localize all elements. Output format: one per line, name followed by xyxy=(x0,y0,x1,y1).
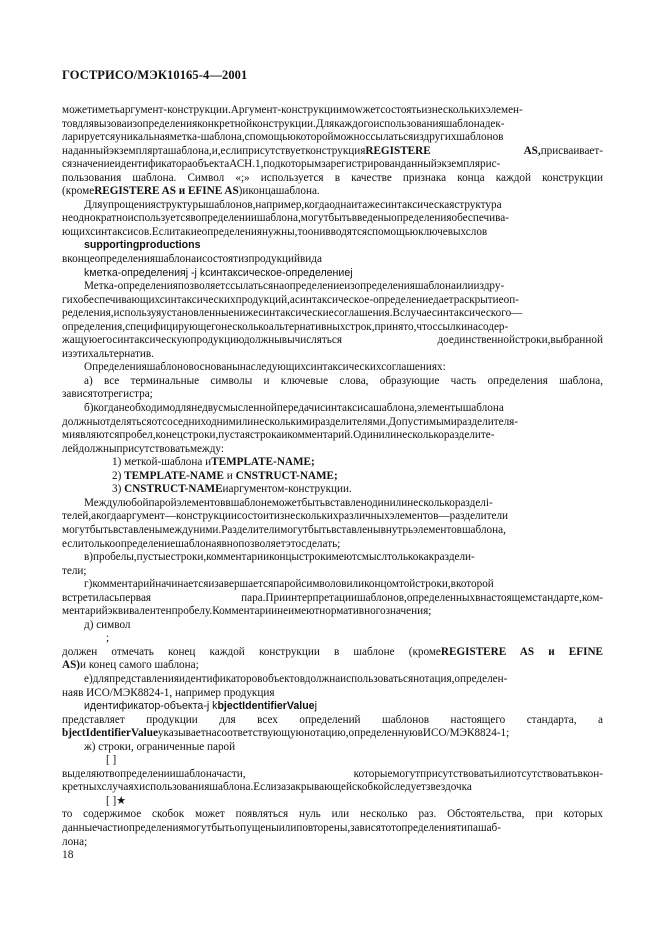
text-fragment: наданныйэкземплярташаблона,и,еслиприсутствуетконструкция xyxy=(62,144,366,157)
text-line: лейдолжныприсутствоватьмежду: xyxy=(62,442,224,455)
text-line: Дляупрощенияструктурышаблонов,например,когдаоднаитажесинтаксическаяструктура xyxy=(84,198,502,211)
text-fragment: и xyxy=(223,469,236,482)
text-line: телей,акогдааргумент—конструкциисостоитизнесколькихразличныхэлементов—разделители xyxy=(62,510,509,523)
text-fragment: 1) меткой-шаблона и xyxy=(112,456,212,469)
text-line: определения,специфицирующегонесколькоальтернативныхстрок,принято,чтоссылкинасодер- xyxy=(62,320,509,333)
text-line: жащуюегосинтаксическуюпродукциюдолжнывычисляться доединственнойстроки,выбранной xyxy=(62,334,603,347)
text-fragment: 2) xyxy=(112,469,125,482)
production-object-identifier xyxy=(62,700,603,714)
text-line: неоднократноиспользуетсявопределениишаблона,могутбытьвведеныопределенияобеспечива- xyxy=(62,212,509,225)
text-line: зависятотрегистра; xyxy=(62,388,153,401)
text-line xyxy=(62,646,603,660)
text-line: д) символ xyxy=(84,618,131,631)
text-line: кретныхслучаяхиспользованияшаблона.Еслизазакрывающейскобкойследуетзвездочка xyxy=(62,781,472,794)
text-fragment: (кроме xyxy=(62,185,95,198)
keyword-template-name: TEMPLATE-NAME xyxy=(124,469,224,482)
keyword-text: supportingproductions xyxy=(84,239,201,252)
keyword-template-name: TEMPLATE-NAME; xyxy=(211,456,315,469)
text-line: ж) строки, ограниченные парой xyxy=(84,740,236,753)
text-line: ределения,используяустановленныенижесинтаксическиесоглашения.Вслучаесинтаксического— xyxy=(62,307,523,320)
text-line xyxy=(62,145,603,159)
text-line: встретиласьпервая пара.Приинтерпретациишаблонов,определенныхвнастоящемстандарте,ком- xyxy=(62,591,603,604)
text-line: е)дляпредставленияидентификаторовобъектовдолжнаиспользоватьсянотация,определен- xyxy=(84,672,508,685)
list-item-zh xyxy=(62,741,603,849)
text-line: миявляютсяпробел,конецстроки,пустаястрокаикомментарий.Одинилинесколькоразделите- xyxy=(62,429,495,442)
sub-item-3 xyxy=(62,483,603,497)
keyword-supporting-productions xyxy=(62,239,603,253)
text-fragment: присваивает- xyxy=(540,144,603,157)
text-line: изэтихальтернатив. xyxy=(62,347,154,360)
keyword-object-identifier-value: bjectIdentifierValue xyxy=(217,700,315,713)
text-fragment: должен отмечать конец каждой конструкции в шаблоне (кроме xyxy=(62,645,441,658)
list-item-d xyxy=(62,619,603,673)
text-line: пользования шаблона. Символ «;» используется в качестве признака конца каждой конструкции xyxy=(62,171,603,184)
paragraph-definition-label xyxy=(62,280,603,361)
sub-item-1 xyxy=(62,456,603,470)
text-line: представляет продукции для всех определений шаблонов настоящего стандарта, а xyxy=(62,713,603,726)
production-form: kметка-определенияj -j kсинтаксическое-определениеj xyxy=(84,266,353,279)
list-item-b xyxy=(62,402,603,551)
text-line xyxy=(62,659,603,673)
text-line: то содержимое скобок может появляться нуль или несколько раз. Обстоятельства, при которых xyxy=(62,808,603,821)
text-line: Метка-определенияпозволяетссылатьсянаопределениеизопределенияшаблонаилииздру- xyxy=(84,280,505,293)
brackets-star-symbol: [ ]★ xyxy=(106,794,127,807)
text-line: ющихсинтаксисов.Еслитакиеопределениянужны,тоонивводятсяспомощьюключевыхслов xyxy=(62,225,488,238)
paragraph-supporting-syntax xyxy=(62,199,603,280)
document-body xyxy=(62,104,603,849)
sub-item-2 xyxy=(62,470,603,484)
list-item-g xyxy=(62,578,603,619)
paragraph-template-usage xyxy=(62,104,603,199)
keyword-construct-name: CNSTRUCT-NAME xyxy=(124,483,223,496)
text-line xyxy=(62,727,603,741)
list-item-v xyxy=(62,551,603,578)
conventions-intro: Определенияшаблоновоснованынаследующихсинтаксическихсоглашениях: xyxy=(84,361,446,374)
list-item-e xyxy=(62,673,603,741)
text-line: тели; xyxy=(62,564,87,577)
text-line: гихобеспечивающихсинтаксическихпродукций,асинтаксическое-определениедаетраскрытиеоп- xyxy=(62,293,519,306)
text-line xyxy=(62,185,603,199)
page-number: 18 xyxy=(62,849,74,861)
text-line: Междулюбойпаройэлементоввшаблонеможетбытьвставленодинилинесколькоразделi- xyxy=(84,496,493,509)
text-fragment: идентификатор-объекта-j k xyxy=(84,700,218,713)
text-line: вконцеопределенияшаблонаисостоятизпродукцийвида xyxy=(62,253,322,266)
text-fragment: j xyxy=(314,700,317,713)
keyword-construct-name: CNSTRUCT-NAME; xyxy=(235,469,338,482)
list-item-a xyxy=(62,375,603,402)
text-line: в)пробелы,пустыестроки,комментарииконцыстрокимеютсмыслтолькокакраздели- xyxy=(84,551,475,564)
text-line: лона; xyxy=(62,835,88,848)
text-line: выделяютвопределениишаблоначасти, которыемогутприсутствоватьилиотсутствоватьвкон- xyxy=(62,767,603,780)
keyword-object-identifier-value: bjectIdentifierValue xyxy=(62,727,158,740)
text-fragment: )иконцашаблона. xyxy=(238,185,320,198)
text-fragment: указываетнасоответствующуюнотацию,определеннуювИСО/МЭК8824-1; xyxy=(157,727,510,740)
text-line: должныотделятьсяотсоседниходнимилинесколькимиразделителями.Допустимымиразделителя- xyxy=(62,415,519,428)
text-line: можетиметьаргумент-конструкции.Аргумент-конструкциимowжетсостоятьизнесколькихэлемен- xyxy=(62,104,523,116)
text-line: сязначениеидентификатораобъектаАСН.1,подкоторымзарегистрированданныйэкземплярис- xyxy=(62,158,501,171)
text-line: наяв ИСО/МЭК8824-1, например продукция xyxy=(62,686,275,699)
document-header: ГОСТРИСО/МЭК10165-4—2001 xyxy=(62,68,248,82)
text-line: ларируетсяуникальнаяметка-шаблона,спомощьюкоторойможноссылатьсяиздругихшаблонов xyxy=(62,131,504,144)
text-line: г)комментарийначинаетсяизавершаетсяпаройсимволовиликонцомтойстроки,вкоторой xyxy=(84,578,494,591)
text-line: ментарийэквивалентенпробелу.Комментариинеимеютнормативногозначения; xyxy=(62,605,432,618)
text-line: товдлявызоваизопределенияконкретнойконструкции.Длякаждогоиспользованияшаблонадек- xyxy=(62,117,505,130)
text-line: могутбытьвставленымеждуними.Разделителимогутбытьвставленывнутрьэлементовшаблона, xyxy=(62,523,506,536)
keyword-registered-as: REGISTERE AS, xyxy=(365,144,541,157)
semicolon-symbol: ; xyxy=(106,632,110,645)
text-fragment: и конец самого шаблона; xyxy=(80,659,199,672)
keyword-registered-define: REGISTERE AS и EFINE xyxy=(440,645,603,658)
text-line: а) все терминальные символы и ключевые слова, образующие часть определения шаблона, xyxy=(84,374,603,387)
text-fragment: иаргументом-конструкции. xyxy=(222,483,352,496)
keyword-registered-define: REGISTERE AS и EFINE AS xyxy=(94,185,239,198)
text-line: б)когданеобходимодлянедвусмысленнойпередачисинтаксисашаблона,элементышаблона xyxy=(84,402,504,415)
text-line: данныечастиопределениямогутбытьопущеныилиповторены,зависятотопределениятипашаб- xyxy=(62,821,501,834)
keyword-as: AS) xyxy=(62,659,81,672)
text-fragment: 3) xyxy=(112,483,125,496)
brackets-symbol: [ ] xyxy=(106,754,117,767)
text-line: еслитолькоопределениешаблонаявнопозволяетэтосделать; xyxy=(62,537,341,550)
